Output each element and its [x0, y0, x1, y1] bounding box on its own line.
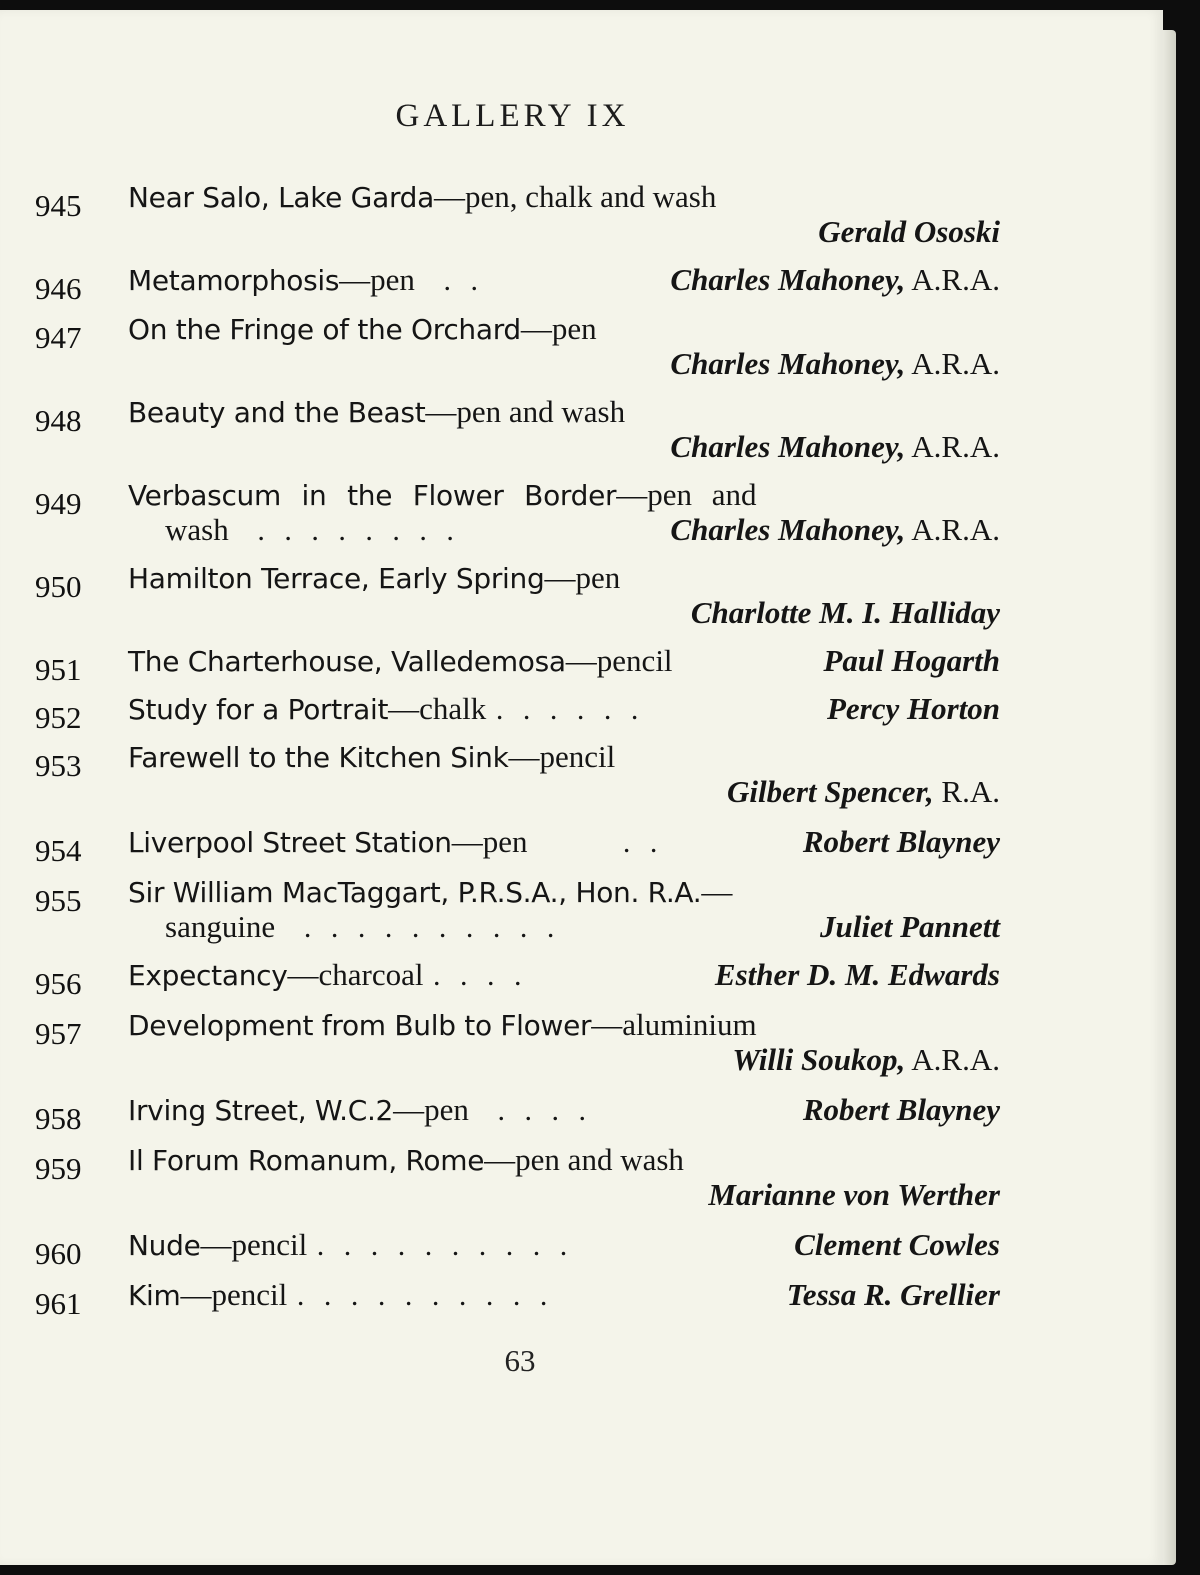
entry-number: 960 — [35, 1236, 82, 1271]
catalogue-entry — [0, 875, 1000, 950]
work-medium: —pen — [544, 560, 621, 595]
entry-number: 961 — [35, 1286, 82, 1321]
catalogue-entry — [0, 1008, 1000, 1083]
work-medium: —pen, chalk and wash — [434, 179, 717, 214]
artist-name: Paul Hogarth — [823, 643, 1000, 678]
work-title: Metamorphosis — [128, 264, 340, 297]
work-medium-continued: sanguine — [165, 909, 276, 944]
work-medium: —pen and — [616, 477, 757, 512]
artist-name: Robert Blayney — [802, 824, 1000, 859]
leader-dots: . . — [622, 826, 664, 859]
entry-number: 959 — [35, 1151, 82, 1186]
work-title: The Charterhouse, Valledemosa — [128, 645, 566, 678]
work-title: Verbascum in the Flower Border — [128, 479, 617, 512]
artist-name: Charles Mahoney, A.R.A. — [670, 262, 1000, 297]
work-medium: —charcoal — [287, 957, 424, 992]
leader-dots: . . . . — [433, 959, 528, 992]
work-medium: —aluminium — [591, 1007, 757, 1042]
artist-name: Juliet Pannett — [820, 909, 1000, 944]
leader-dots: . . — [443, 264, 485, 297]
entry-number: 946 — [35, 271, 82, 306]
work-medium: —pen — [393, 1092, 469, 1127]
entry-number: 953 — [35, 748, 82, 783]
artist-name: Charlotte M. I. Halliday — [690, 595, 1000, 630]
work-title: Irving Street, W.C.2 — [128, 1094, 394, 1127]
artist-name: Clement Cowles — [794, 1227, 1000, 1262]
artist-name: Gilbert Spencer, R.A. — [727, 774, 1000, 809]
work-title: Kim — [128, 1279, 181, 1312]
work-title: Development from Bulb to Flower — [128, 1009, 592, 1042]
work-title: Nude — [128, 1229, 201, 1262]
catalogue-entry — [0, 561, 1000, 636]
entry-number: 948 — [35, 403, 82, 438]
work-medium: —pencil — [200, 1227, 308, 1262]
artist-name: Esther D. M. Edwards — [714, 957, 1000, 992]
entry-number: 956 — [35, 966, 82, 1001]
entry-number: 945 — [35, 188, 82, 223]
artist-name: Charles Mahoney, A.R.A. — [670, 512, 1000, 547]
work-medium: —pen and wash — [484, 1142, 684, 1177]
work-medium: —pen and wash — [425, 394, 626, 429]
leader-dots: . . . . . . . . — [257, 514, 460, 547]
gallery-title: GALLERY IX — [395, 98, 630, 134]
leader-dots: . . . . — [497, 1094, 592, 1127]
work-medium: —pen — [339, 262, 415, 297]
entry-number: 950 — [35, 569, 82, 604]
entry-number: 955 — [35, 883, 82, 918]
catalogue-entry — [0, 478, 1000, 553]
entry-number: 952 — [35, 700, 82, 735]
work-title: Study for a Portrait — [128, 693, 389, 726]
work-medium: —pencil — [565, 643, 673, 678]
work-title: Il Forum Romanum, Rome — [128, 1144, 485, 1177]
entry-number: 957 — [35, 1016, 82, 1051]
artist-name: Charles Mahoney, A.R.A. — [670, 429, 1000, 464]
leader-dots: . . . . . . . . . . — [303, 911, 561, 944]
catalogue-entry — [0, 395, 1000, 470]
entry-number: 958 — [35, 1101, 82, 1136]
work-title: Beauty and the Beast — [128, 396, 426, 429]
work-title: Sir William MacTaggart, P.R.S.A., Hon. R.A. — [128, 876, 702, 909]
catalogue-entry — [0, 180, 1000, 255]
work-title: Farewell to the Kitchen Sink — [128, 741, 509, 774]
catalogue-entry — [0, 643, 1000, 687]
catalogue-entry — [0, 312, 1000, 387]
page-number: 63 — [504, 1343, 536, 1378]
catalogue-entry — [0, 1143, 1000, 1218]
leader-dots: . . . . . . . . . . — [316, 1229, 574, 1262]
work-medium: —pencil — [180, 1277, 288, 1312]
work-title: Near Salo, Lake Garda — [128, 181, 434, 214]
entry-number: 954 — [35, 833, 82, 868]
work-medium: —chalk — [388, 691, 487, 726]
catalogue-entry — [0, 1227, 1000, 1271]
catalogue-page — [0, 10, 1163, 1565]
work-title: On the Fringe of the Orchard — [128, 313, 521, 346]
catalogue-entry — [0, 262, 1000, 306]
entry-number: 947 — [35, 320, 82, 355]
artist-name: Robert Blayney — [802, 1092, 1000, 1127]
leader-dots: . . . . . . — [495, 693, 645, 726]
catalogue-entry — [0, 824, 1000, 868]
work-title: Expectancy — [128, 959, 288, 992]
work-medium-continued: wash — [165, 512, 229, 547]
entry-number: 951 — [35, 652, 82, 687]
leader-dots: . . . . . . . . . . — [296, 1279, 554, 1312]
work-medium: —pencil — [508, 739, 616, 774]
work-title: Hamilton Terrace, Early Spring — [128, 562, 545, 595]
work-medium: — — [701, 874, 733, 909]
work-title: Liverpool Street Station — [128, 826, 452, 859]
artist-name: Tessa R. Grellier — [786, 1277, 1000, 1312]
catalogue-entry — [0, 957, 1000, 1001]
catalogue-entry — [0, 1092, 1000, 1136]
artist-name: Percy Horton — [826, 691, 1000, 726]
catalogue-entry — [0, 1277, 1000, 1321]
artist-name: Gerald Ososki — [818, 214, 1000, 249]
entry-number: 949 — [35, 486, 82, 521]
artist-name: Charles Mahoney, A.R.A. — [670, 346, 1000, 381]
work-medium: —pen — [520, 311, 597, 346]
artist-name: Willi Soukop, A.R.A. — [732, 1042, 1000, 1077]
catalogue-entry — [0, 691, 1000, 735]
catalogue-entry — [0, 740, 1000, 815]
artist-name: Marianne von Werther — [708, 1177, 1000, 1212]
work-medium: —pen — [451, 824, 528, 859]
